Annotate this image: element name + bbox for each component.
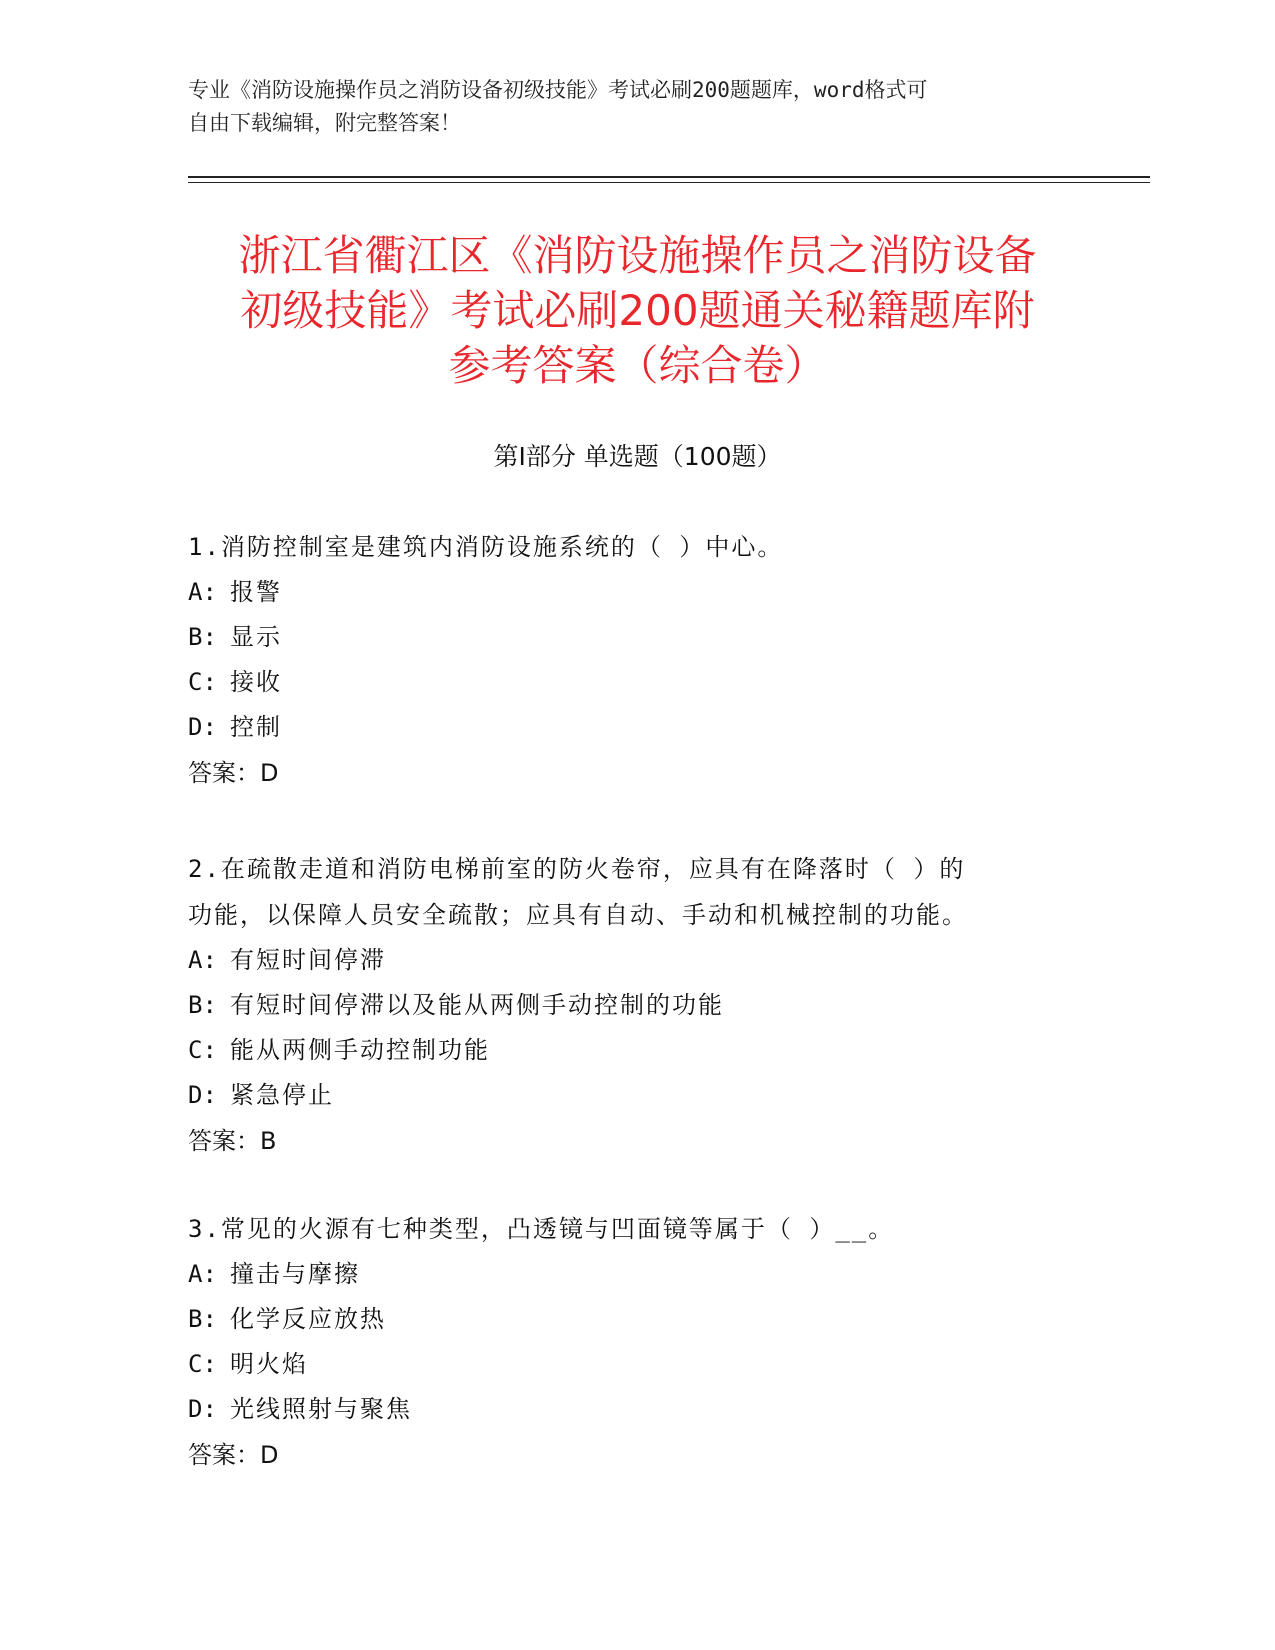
header-note-line-2: 自由下载编辑，附完整答案！ <box>188 111 461 135</box>
option-text: 能从两侧手动控制功能 <box>230 1036 490 1064</box>
option-c <box>188 1028 1088 1073</box>
option-text: 有短时间停滞以及能从两侧手动控制的功能 <box>230 991 724 1019</box>
option-d <box>188 1073 1088 1118</box>
option-c <box>188 1342 1088 1387</box>
option-d <box>188 1387 1088 1432</box>
question-stem <box>188 524 1088 570</box>
question-stem <box>188 1206 1088 1252</box>
option-b <box>188 615 1088 660</box>
option-text: 控制 <box>230 713 282 741</box>
option-key: C: <box>188 1036 217 1064</box>
option-text: 光线照射与聚焦 <box>230 1395 412 1423</box>
question-3 <box>188 1206 1088 1478</box>
question-stem-line: 1.消防控制室是建筑内消防设施系统的（ ）中心。 <box>188 533 784 561</box>
question-1 <box>188 524 1088 796</box>
header-note-line-1: 专业《消防设施操作员之消防设备初级技能》考试必刷200题题库，word格式可 <box>188 78 928 102</box>
question-stem-line: 3.常见的火源有七种类型，凸透镜与凹面镜等属于（ ）__。 <box>188 1215 895 1243</box>
answer: 答案：D <box>188 759 279 787</box>
option-key: D: <box>188 1395 217 1423</box>
question-stem-line: 功能，以保障人员安全疏散；应具有自动、手动和机械控制的功能。 <box>188 901 968 929</box>
option-key: D: <box>188 1081 217 1109</box>
option-text: 撞击与摩擦 <box>230 1260 360 1288</box>
option-text: 有短时间停滞 <box>230 946 386 974</box>
option-key: B: <box>188 991 217 1019</box>
question-stem-line: 2.在疏散走道和消防电梯前室的防火卷帘，应具有在降落时（ ）的 <box>188 855 966 883</box>
option-text: 化学反应放热 <box>230 1305 386 1333</box>
option-a <box>188 938 1088 983</box>
option-key: B: <box>188 623 217 651</box>
option-key: A: <box>188 1260 217 1288</box>
section-title: 第Ⅰ部分 单选题（100题） <box>493 442 782 471</box>
header-divider-thick <box>188 176 1150 178</box>
option-a <box>188 1252 1088 1297</box>
document-title <box>120 228 1155 393</box>
option-key: D: <box>188 713 217 741</box>
option-key: C: <box>188 1350 217 1378</box>
option-c <box>188 660 1088 705</box>
option-key: A: <box>188 946 217 974</box>
option-text: 明火焰 <box>230 1350 308 1378</box>
option-text: 紧急停止 <box>230 1081 334 1109</box>
question-stem <box>188 846 1088 938</box>
option-d <box>188 705 1088 750</box>
option-b <box>188 983 1088 1028</box>
answer: 答案：D <box>188 1441 279 1469</box>
title-line-2: 初级技能》考试必刷200题通关秘籍题库附 <box>240 286 1035 335</box>
title-line-1: 浙江省衢江区《消防设施操作员之消防设备 <box>238 231 1037 280</box>
question-2 <box>188 846 1088 1164</box>
option-b <box>188 1297 1088 1342</box>
answer: 答案：B <box>188 1127 277 1155</box>
header-divider-thin <box>188 182 1150 183</box>
option-text: 显示 <box>230 623 282 651</box>
title-line-3: 参考答案（综合卷） <box>448 341 827 390</box>
option-text: 接收 <box>230 668 282 696</box>
option-key: C: <box>188 668 217 696</box>
option-text: 报警 <box>230 578 282 606</box>
option-key: B: <box>188 1305 217 1333</box>
header-note <box>188 74 1068 140</box>
option-key: A: <box>188 578 217 606</box>
option-a <box>188 570 1088 615</box>
